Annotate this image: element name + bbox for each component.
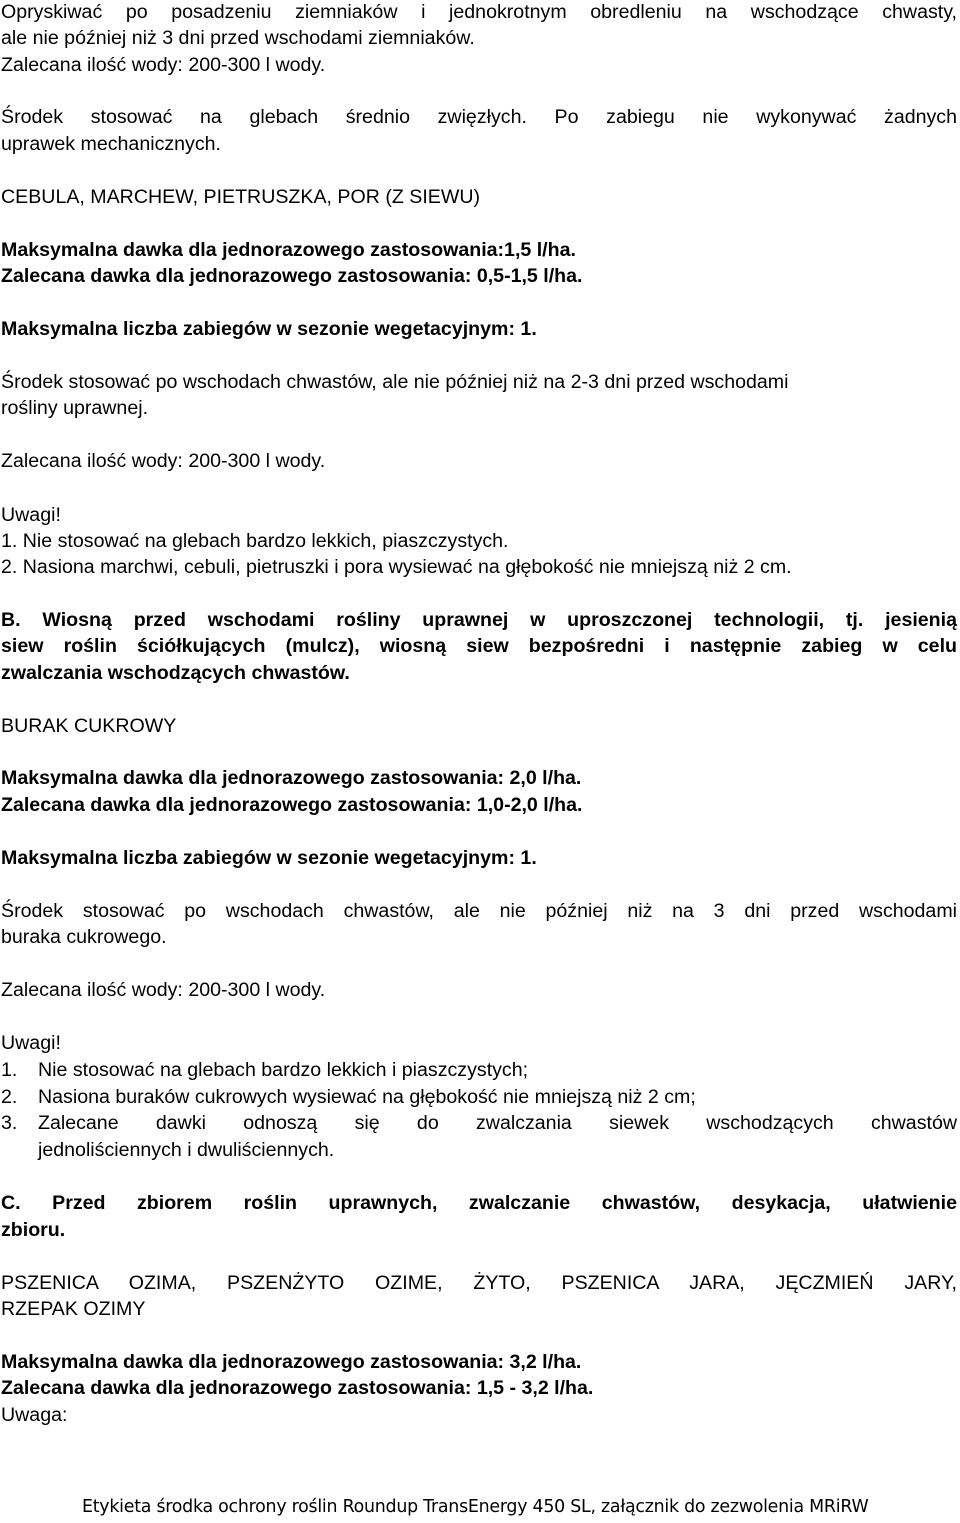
beet-usage-line-1: Środek stosować po wschodach chwastów, ale nie później niż na 3 dni przed wschodami xyxy=(1,900,957,922)
section-c-line-1: C. Przed zbiorem roślin uprawnych, zwalczanie chwastów, desykacja, ułatwienie xyxy=(1,1192,957,1214)
beet-warning-title: Uwagi! xyxy=(1,1032,61,1054)
wheat-heading-line-2: RZEPAK OZIMY xyxy=(1,1298,146,1320)
potato-soil-line-1: Środek stosować na glebach średnio zwięzłych. Po zabiegu nie wykonywać żadnych xyxy=(1,106,957,128)
wheat-heading-line-1: PSZENICA OZIMA, PSZENŻYTO OZIME, ŻYTO, PSZENICA JARA, JĘCZMIEŃ JARY, xyxy=(1,1272,957,1294)
beet-warning-item xyxy=(1,1110,957,1136)
onion-water-amount: Zalecana ilość wody: 200-300 l wody. xyxy=(1,450,326,472)
beet-max-treatments: Maksymalna liczba zabiegów w sezonie wegetacyjnym: 1. xyxy=(1,847,537,869)
section-b-line-2: siew roślin ściółkujących (mulcz), wiosną siew bezpośredni i następnie zabieg w celu xyxy=(1,635,957,657)
section-b-line-3: zwalczania wschodzących chwastów. xyxy=(1,662,350,684)
onion-warning-1: 1. Nie stosować na glebach bardzo lekkich, piaszczystych. xyxy=(1,530,509,552)
onion-section-heading: CEBULA, MARCHEW, PIETRUSZKA, POR (Z SIEWU) xyxy=(1,186,481,208)
potato-text-line-2: ale nie później niż 3 dni przed wschodami ziemniaków. xyxy=(1,27,475,49)
list-number: 3. xyxy=(1,1112,18,1134)
wheat-max-dose: Maksymalna dawka dla jednorazowego zastosowania: 3,2 l/ha. xyxy=(1,1351,582,1373)
list-text: Nasiona buraków cukrowych wysiewać na głębokość nie mniejszą niż 2 cm; xyxy=(38,1086,696,1108)
list-text: Nie stosować na glebach bardzo lekkich i piaszczystych; xyxy=(38,1059,529,1081)
potato-soil-line-2: uprawek mechanicznych. xyxy=(1,133,221,155)
wheat-note-title: Uwaga: xyxy=(1,1404,68,1426)
onion-usage-line-2: rośliny uprawnej. xyxy=(1,397,149,419)
list-number: 1. xyxy=(1,1059,18,1081)
onion-warning-title: Uwagi! xyxy=(1,504,61,526)
onion-warning-2: 2. Nasiona marchwi, cebuli, pietruszki i pora wysiewać na głębokość nie mniejszą niż 2 cm. xyxy=(1,556,792,578)
list-text: Zalecane dawki odnoszą się do zwalczania siewek wschodzących chwastów xyxy=(38,1112,957,1134)
list-number: 2. xyxy=(1,1086,18,1108)
section-b-line-1: B. Wiosną przed wschodami rośliny uprawnej w uproszczonej technologii, tj. jesienią xyxy=(1,609,957,631)
beet-recommended-dose: Zalecana dawka dla jednorazowego zastosowania: 1,0-2,0 l/ha. xyxy=(1,794,583,816)
beet-warning-3-continuation: jednoliściennych i dwuliściennych. xyxy=(38,1139,335,1161)
beet-max-dose: Maksymalna dawka dla jednorazowego zastosowania: 2,0 l/ha. xyxy=(1,767,582,789)
beet-warning-item xyxy=(1,1084,957,1110)
onion-max-dose: Maksymalna dawka dla jednorazowego zastosowania:1,5 l/ha. xyxy=(1,239,576,261)
onion-usage-line-1: Środek stosować po wschodach chwastów, ale nie później niż na 2-3 dni przed wschodami xyxy=(1,371,789,393)
wheat-recommended-dose: Zalecana dawka dla jednorazowego zastosowania: 1,5 - 3,2 l/ha. xyxy=(1,1377,594,1399)
onion-max-treatments: Maksymalna liczba zabiegów w sezonie wegetacyjnym: 1. xyxy=(1,318,537,340)
beet-section-heading: BURAK CUKROWY xyxy=(1,715,177,737)
potato-text-line-1: Opryskiwać po posadzeniu ziemniaków i jednokrotnym obredleniu na wschodzące chwasty, xyxy=(1,1,957,23)
beet-warning-item xyxy=(1,1057,957,1083)
beet-water-amount: Zalecana ilość wody: 200-300 l wody. xyxy=(1,979,326,1001)
beet-usage-line-2: buraka cukrowego. xyxy=(1,926,167,948)
potato-water-amount: Zalecana ilość wody: 200-300 l wody. xyxy=(1,54,326,76)
section-c-line-2: zbioru. xyxy=(1,1219,66,1241)
onion-recommended-dose: Zalecana dawka dla jednorazowego zastosowania: 0,5-1,5 l/ha. xyxy=(1,265,583,287)
page-footer: Etykieta środka ochrony roślin Roundup TransEnergy 450 SL, załącznik do zezwolenia MRiRW xyxy=(82,1497,869,1517)
